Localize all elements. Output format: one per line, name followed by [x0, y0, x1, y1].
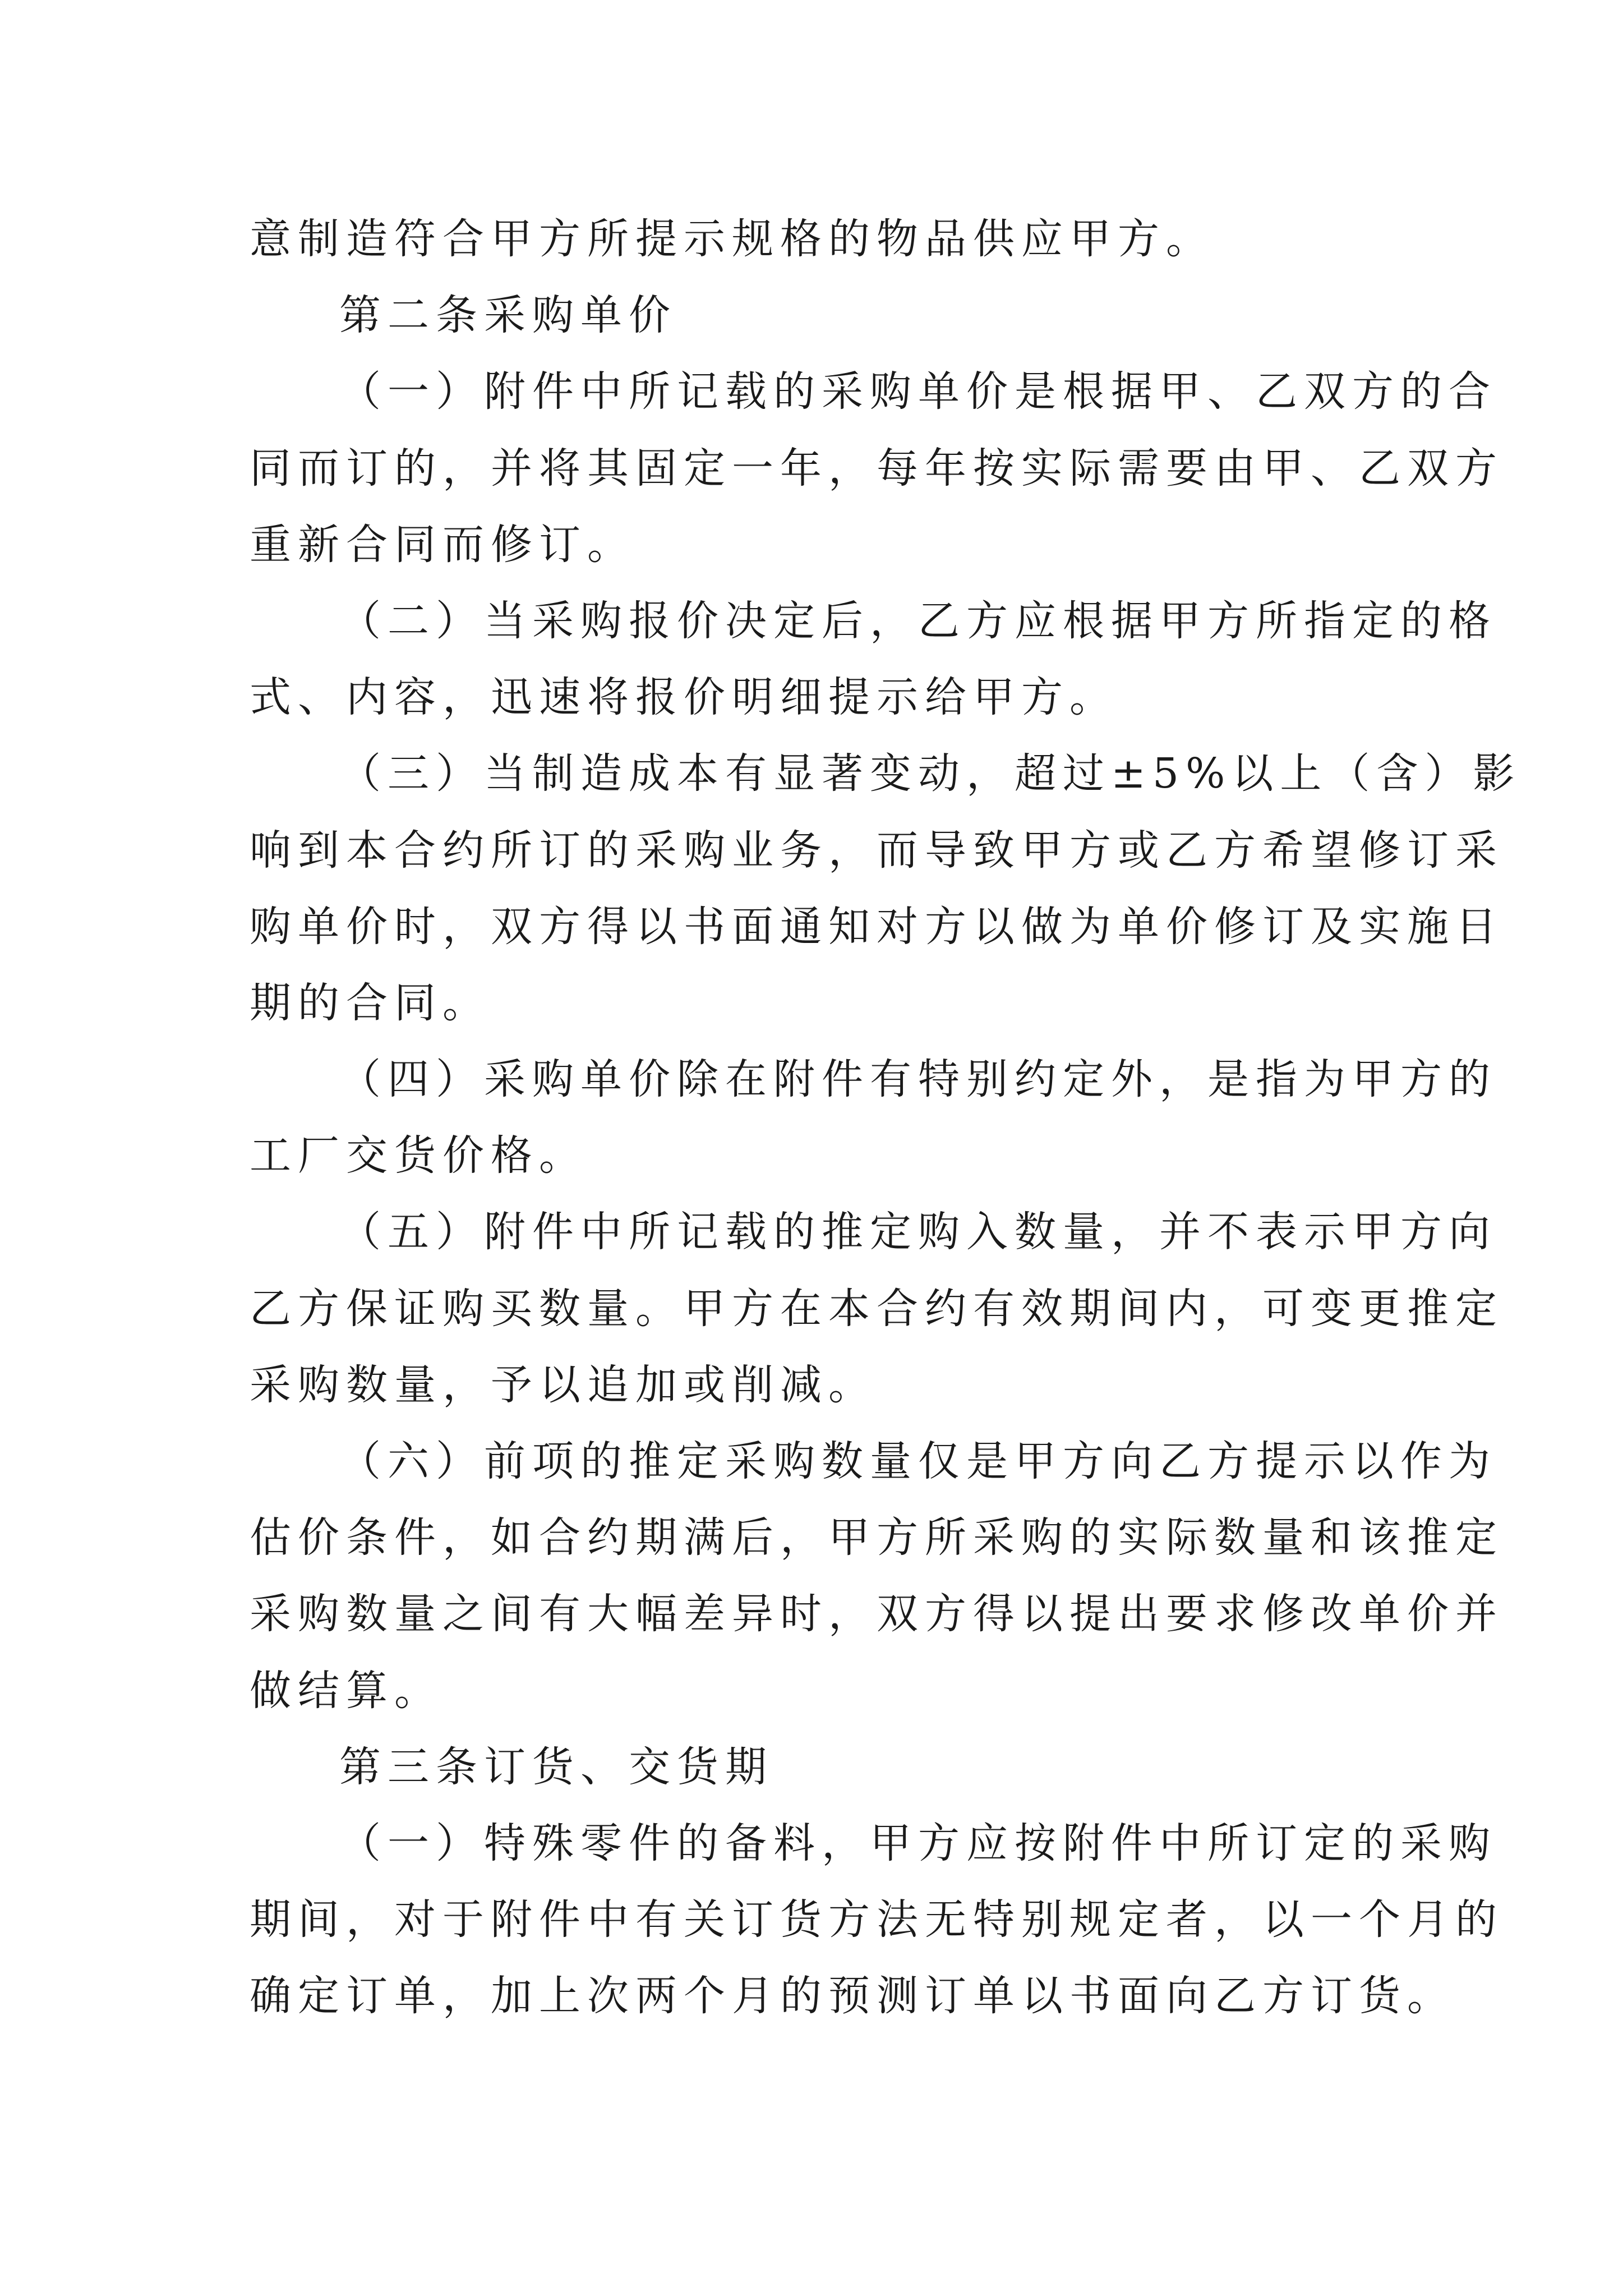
paragraph-line: 采购数量之间有大幅差异时，双方得以提出要求修改单价并: [250, 1590, 1504, 1639]
paragraph-line: 期的合同。: [250, 978, 491, 1027]
article-heading: 第三条订货、交货期: [339, 1742, 773, 1791]
paragraph-line: 响到本合约所订的采购业务，而导致甲方或乙方希望修订采: [250, 826, 1504, 875]
article-heading: 第二条采购单价: [339, 291, 677, 340]
paragraph-line: （五）附件中所记载的推定购入数量，并不表示甲方向: [339, 1208, 1497, 1257]
paragraph-line: 乙方保证购买数量。甲方在本合约有效期间内，可变更推定: [250, 1284, 1504, 1333]
paragraph-line: 期间，对于附件中有关订货方法无特别规定者，以一个月的: [250, 1895, 1504, 1944]
paragraph-line: 式、内容，迅速将报价明细提示给甲方。: [250, 673, 1118, 722]
paragraph-line: 估价条件，如合约期满后，甲方所采购的实际数量和该推定: [250, 1513, 1504, 1562]
paragraph-line: （三）当制造成本有显著变动，超过±5%以上（含）影: [339, 749, 1521, 798]
paragraph-line: （一）特殊零件的备料，甲方应按附件中所订定的采购: [339, 1819, 1497, 1867]
paragraph-line: 做结算。: [250, 1666, 442, 1715]
paragraph-line: 采购数量，予以追加或削减。: [250, 1360, 877, 1409]
paragraph-line: （二）当采购报价决定后，乙方应根据甲方所指定的格: [339, 596, 1497, 645]
paragraph-line: （六）前项的推定采购数量仅是甲方向乙方提示以作为: [339, 1437, 1497, 1485]
document-body: [250, 201, 1521, 2035]
paragraph-line: （四）采购单价除在附件有特别约定外，是指为甲方的: [339, 1055, 1497, 1104]
paragraph-line: 购单价时，双方得以书面通知对方以做为单价修订及实施日: [250, 902, 1504, 951]
paragraph-line: 同而订的，并将其固定一年，每年按实际需要由甲、乙双方: [250, 444, 1504, 493]
paragraph-line: 意制造符合甲方所提示规格的物品供应甲方。: [250, 215, 1214, 263]
paragraph-line: 工厂交货价格。: [250, 1131, 587, 1180]
paragraph-line: （一）附件中所记载的采购单价是根据甲、乙双方的合: [339, 367, 1497, 416]
paragraph-line: 重新合同而修订。: [250, 520, 635, 569]
paragraph-line: 确定订单，加上次两个月的预测订单以书面向乙方订货。: [250, 1972, 1455, 2021]
